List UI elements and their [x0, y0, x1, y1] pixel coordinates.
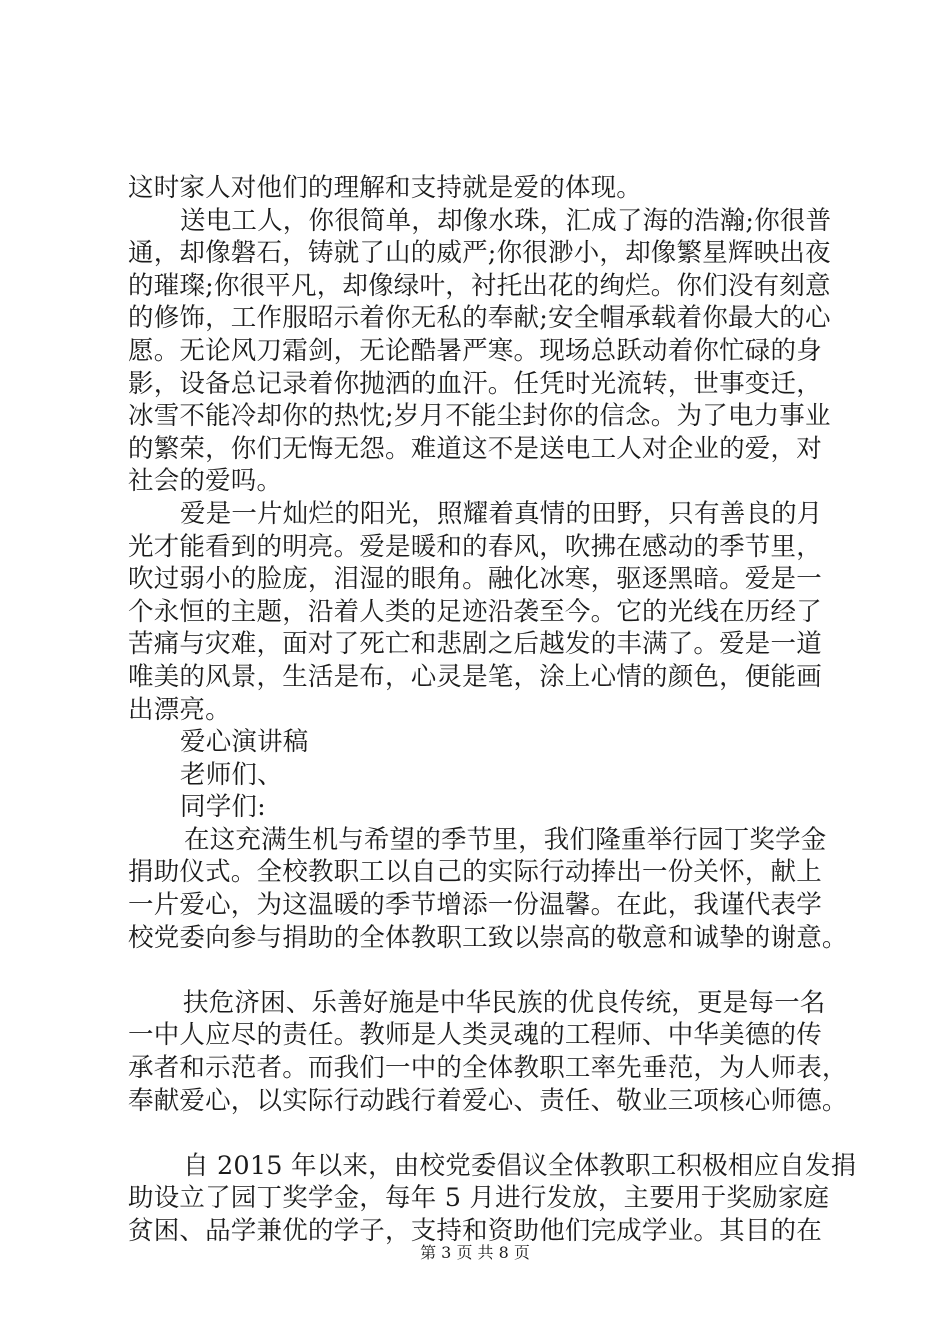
paragraph-gap — [128, 954, 848, 987]
text-line: 的璀璨;你很平凡，却像绿叶，衬托出花的绚烂。你们没有刻意 — [128, 270, 831, 301]
text-line: 扶危济困、乐善好施是中华民族的优良传统，更是每一名 — [183, 987, 826, 1018]
page-footer — [0, 1243, 950, 1263]
text-line: 送电工人，你很简单，却像水珠，汇成了海的浩瀚;你很普 — [180, 205, 832, 236]
text-line: 的修饰，工作服昭示着你无私的奉献;安全帽承载着你最大的心 — [128, 303, 831, 334]
text-line: 捐助仪式。全校教职工以自己的实际行动捧出一份关怀，献上 — [128, 857, 822, 888]
text-line: 一中人应尽的责任。教师是人类灵魂的工程师、中华美德的传 — [128, 1020, 822, 1051]
salutation-students: 同学们: — [180, 792, 266, 823]
text-line: 在这充满生机与希望的季节里，我们隆重举行园丁奖学金 — [184, 824, 827, 855]
text-line: 个永恒的主题，沿着人类的足迹沿袭至今。它的光线在历经了 — [128, 596, 822, 627]
page-number-label: 第 3 页 共 8 页 — [420, 1243, 530, 1262]
text-line: 唯美的风景，生活是布，心灵是笔，涂上心情的颜色，便能画 — [128, 661, 822, 692]
text-line: 奉献爱心，以实际行动践行着爱心、责任、敬业三项核心师德。 — [128, 1085, 848, 1116]
text-line: 愿。无论风刀霜剑，无论酷暑严寒。现场总跃动着你忙碌的身 — [128, 335, 822, 366]
text-line: 苦痛与灾难，面对了死亡和悲剧之后越发的丰满了。爱是一道 — [128, 629, 822, 660]
text-line: 吹过弱小的脸庞，泪湿的眼角。融化冰寒，驱逐黑暗。爱是一 — [128, 564, 822, 595]
text-line: 爱是一片灿烂的阳光，照耀着真情的田野，只有善良的月 — [180, 498, 823, 529]
document-body — [128, 172, 857, 1248]
salutation-teachers: 老师们、 — [180, 759, 283, 790]
speech-title: 爱心演讲稿 — [180, 727, 309, 758]
text-line: 社会的爱吗。 — [128, 466, 283, 497]
text-line: 出漂亮。 — [128, 694, 231, 725]
text-line: 这时家人对他们的理解和支持就是爱的体现。 — [128, 173, 643, 203]
text-line: 的繁荣，你们无悔无怨。难道这不是送电工人对企业的爱，对 — [128, 433, 822, 464]
text-line: 通，却像磐石，铸就了山的威严;你很渺小，却像繁星辉映出夜 — [128, 238, 831, 269]
text-line: 助设立了园丁奖学金，每年 5 月进行发放，主要用于奖励家庭 — [128, 1183, 830, 1214]
text-line: 一片爱心，为这温暖的季节增添一份温馨。在此，我谨代表学 — [128, 890, 822, 921]
text-line: 自 2015 年以来，由校党委倡议全体教职工积极相应自发捐 — [183, 1150, 857, 1181]
text-line: 冰雪不能冷却你的热忱;岁月不能尘封你的信念。为了电力事业 — [128, 401, 831, 432]
text-line: 校党委向参与捐助的全体教职工致以崇高的敬意和诚挚的谢意。 — [128, 922, 848, 953]
text-line: 影，设备总记录着你抛洒的血汗。任凭时光流转，世事变迁， — [128, 368, 822, 399]
text-line: 光才能看到的明亮。爱是暖和的春风，吹拂在感动的季节里， — [128, 531, 822, 562]
paragraph-gap — [128, 1117, 848, 1150]
text-line: 贫困、品学兼优的学子，支持和资助他们完成学业。其目的在 — [128, 1216, 822, 1246]
text-line: 承者和示范者。而我们一中的全体教职工率先垂范，为人师表， — [128, 1053, 848, 1084]
